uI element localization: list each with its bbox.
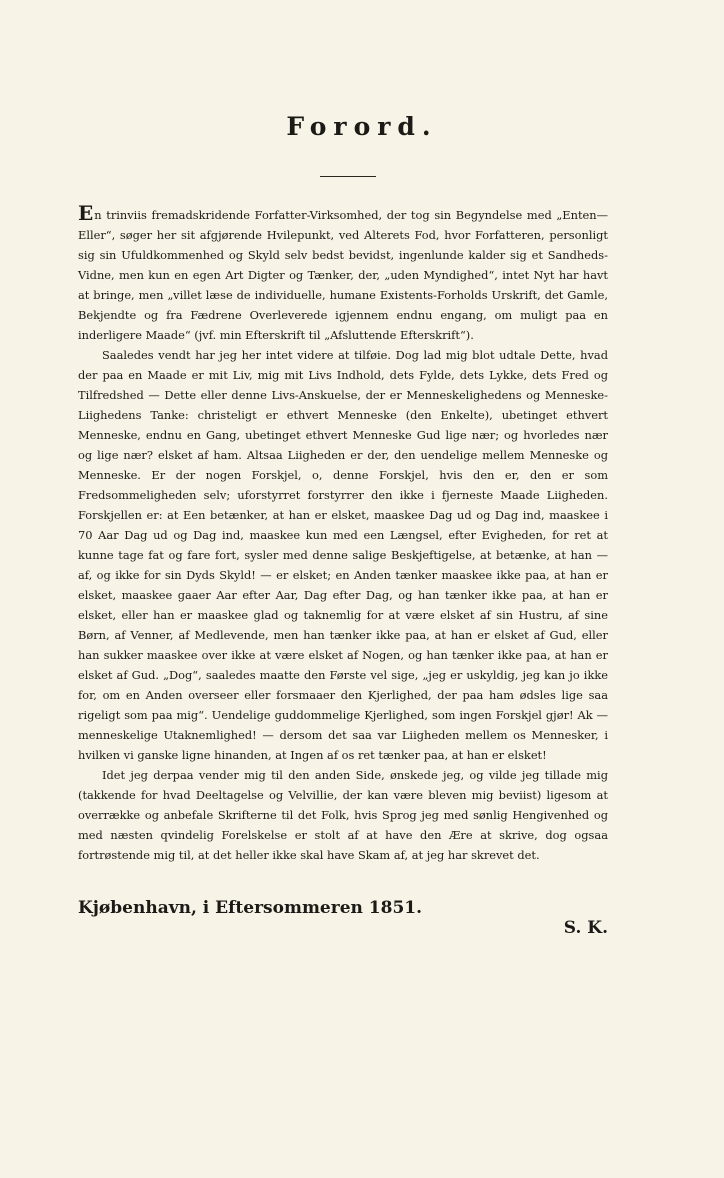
closing-block — [78, 898, 608, 938]
title-divider — [320, 176, 376, 177]
page-title: Forord. — [286, 112, 438, 141]
paragraph-2-text: Saaledes vendt har jeg her intet videre at tilføie. Dog lad mig blot udtale Dette, hvad der paa en Maade er mit Liv, mig mit Livs Indhold, dets Fylde, dets Lykke, dets Fred og Tilfredshed — Dette eller denne Livs-Anskuelse, der er Menneskelighedens og Menneske-Liighedens Tanke: christeligt er ethvert Menneske (den Enkelte), ubetinget ethvert Menneske, endnu en Gang, ubetinget ethvert Menneske Gud lige nær; og hvorledes nær og lige nær? elsket af ham. Altsaa Liigheden er der, den uendelige mellem Menneske og Menneske. Er der nogen Forskjel, o, denne Forskjel, hvis den er, den er som Fredsommeligheden selv; uforstyrret forstyrrer den ikke i fjerneste Maade Liigheden. Forskjellen er: at Een betænker, at han er elsket, maaskee Dag ud og Dag ind, maaskee i 70 Aar Dag ud og Dag ind, maaskee kun med een Længsel, efter Evigheden, for ret at kunne tage fat og fare fort, sysler med denne salige Beskjeftigelse, at betænke, at han — af, og ikke for sin Dyds Skyld! — er elsket; en Anden tænker maaskee ikke paa, at han er elsket, maaskee gaaer Aar efter Aar, Dag efter Dag, og han tænker ikke paa, at han er elsket, eller han er maaskee glad og taknemlig for at være elsket af sin Hustru, af sine Børn, af Venner, af Medlevende, men han tænker ikke paa, at han er elsket af Gud, eller han sukker maaskee over ikke at være elsket af Nogen, og han tænker ikke paa, at han er elsket af Gud. „Dog“, saaledes maatte den Første vel sige, „jeg er uskyldig, jeg kan jo ikke for, om en Anden overseer eller forsmaaer den Kjerlighed, der paa ham ødsles lige saa rigeligt som paa mig“. Uendelige guddommelige Kjerlighed, som ingen Forskjel gjør! Ak — menneskelige Utaknemlighed! — dersom det saa var Liigheden mellem os Mennesker, i hvilken vi ganske ligne hinanden, at Ingen af os ret tænker paa, at han er elsket! — [78, 348, 608, 762]
paragraph-1-text: n trinviis fremadskridende Forfatter-Virksomhed, der tog sin Begyndelse med „Enten—Eller“, søger her sit afgjørende Hvilepunkt, ved Alterets Fod, hvor Forfatteren, personligt sig sin Ufuldkommenhed og Skyld selv bedst bevidst, ingenlunde kalder sig et Sandheds-Vidne, men kun en egen Art Digter og Tænker, der, „uden Myndighed“, intet Nyt har havt at bringe, men „villet læse de individuelle, humane Existents-Forholds Urskrift, det Gamle, Bekjendte og fra Fædrene Overleverede igjennem endnu engang, om muligt paa en inderligere Maade“ (jvf. min Efterskrift til „Afsluttende Efterskrift“). — [78, 208, 608, 342]
signature: S. K. — [563, 918, 608, 938]
drop-cap: E — [78, 201, 94, 225]
preface-body — [78, 203, 608, 865]
paragraph-1 — [78, 203, 608, 345]
paragraph-3 — [78, 765, 608, 865]
place-date: Kjøbenhavn, i Eftersommeren 1851. — [78, 898, 423, 918]
paragraph-3-text: Idet jeg derpaa vender mig til den anden Side, ønskede jeg, og vilde jeg tillade mig (takkende for hvad Deeltagelse og Velvillie, der kan være bleven mig beviist) ligesom at overrække og anbefale Skrifterne til det Folk, hvis Sprog jeg med sønlig Hengivenhed og med næsten qvindelig Forelskelse er stolt af at have den Ære at skrive, dog ogsaa fortrøstende mig til, at det heller ikke skal have Skam af, at jeg har skrevet det. — [78, 768, 608, 862]
paragraph-2 — [78, 345, 608, 765]
